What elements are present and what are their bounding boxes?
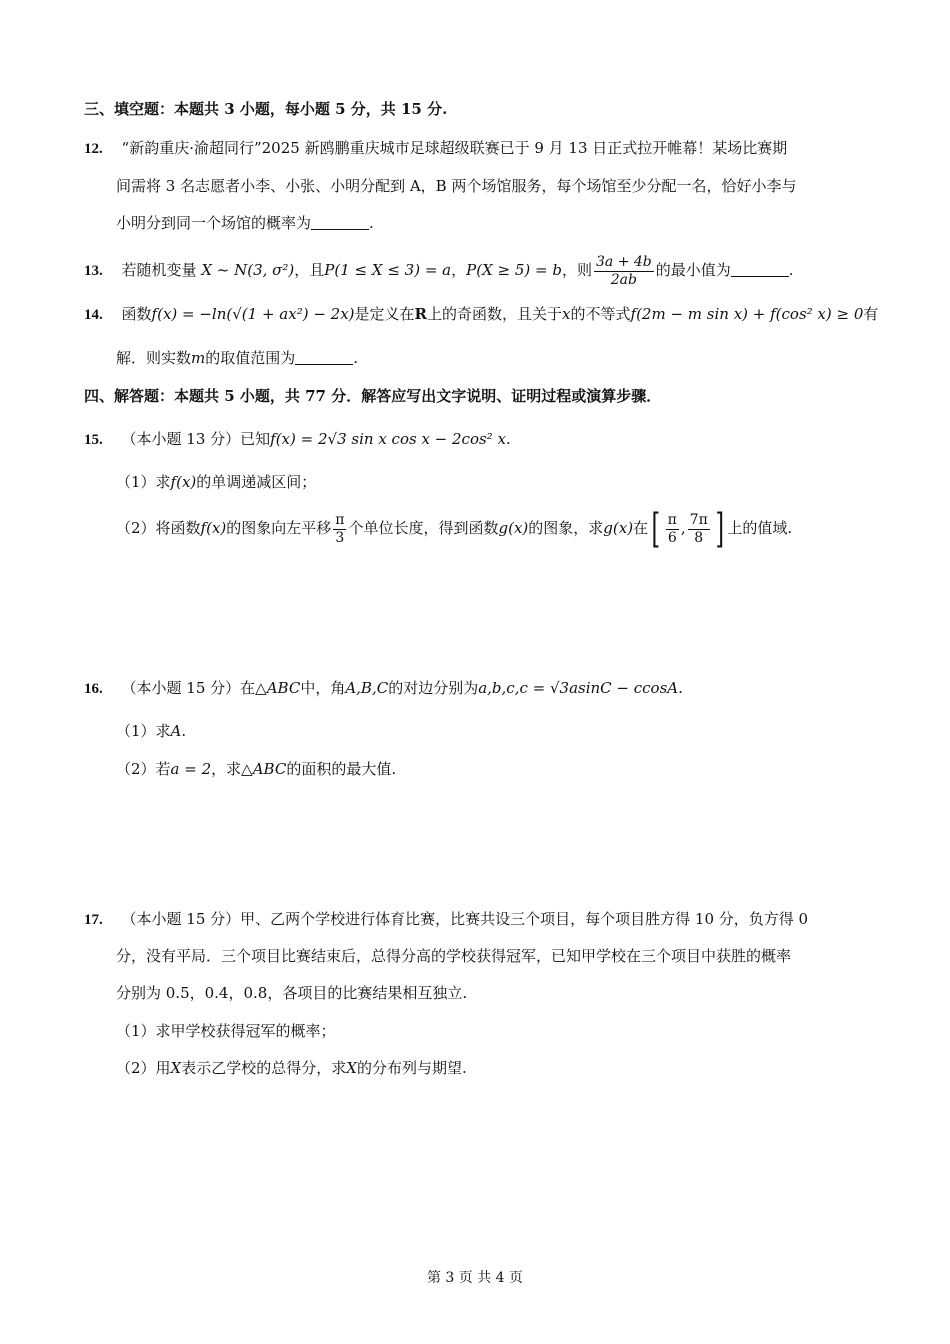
question-text: 表示乙学校的总得分，求 bbox=[181, 1059, 347, 1077]
math-variable: m bbox=[191, 349, 206, 367]
math-condition-b: P(X ≥ 5) = b bbox=[466, 261, 562, 279]
question-text: 若随机变量 bbox=[121, 261, 197, 279]
question-17-line-3: 分别为 0.5，0.4，0.8，各项目的比赛结果相互独立. bbox=[116, 984, 468, 1002]
question-text: 解．则实数 bbox=[116, 349, 192, 367]
math-fraction bbox=[333, 512, 346, 547]
question-text: 上的值域. bbox=[727, 519, 793, 537]
question-13 bbox=[84, 253, 794, 289]
question-text: （本小题 13 分）已知 bbox=[121, 430, 271, 448]
fraction-numerator: 7π bbox=[689, 511, 708, 528]
question-16-part-1 bbox=[116, 720, 186, 742]
question-text: （1）求 bbox=[116, 722, 171, 740]
math-function: g(x) bbox=[603, 519, 634, 537]
question-number: 14. bbox=[84, 307, 103, 323]
question-text: 小明分到同一个场馆的概率为 bbox=[116, 214, 312, 232]
punctuation: . bbox=[505, 430, 511, 448]
question-16 bbox=[84, 677, 683, 700]
question-15-part-2 bbox=[116, 506, 793, 552]
question-text: ， bbox=[451, 261, 467, 279]
fraction-numerator: 3a + 4b bbox=[596, 253, 652, 270]
question-17-line-1 bbox=[84, 908, 808, 931]
math-function: g(x) bbox=[498, 519, 529, 537]
fraction-denominator: 8 bbox=[694, 529, 704, 546]
question-12-line-2: 间需将 3 名志愿者小李、小张、小明分配到 A，B 两个场馆服务，每个场馆至少分配一名，恰好小李与 bbox=[116, 177, 797, 195]
question-text: 是定义在 bbox=[354, 305, 415, 323]
math-function: f(x) bbox=[200, 519, 227, 537]
fraction-denominator: 3 bbox=[335, 529, 345, 546]
math-variable: A bbox=[170, 722, 182, 740]
question-12-line-3 bbox=[116, 212, 374, 234]
math-fraction bbox=[688, 512, 710, 547]
math-variable: x bbox=[562, 305, 571, 323]
question-text: ，则 bbox=[561, 261, 592, 279]
fraction-numerator: π bbox=[335, 511, 345, 528]
left-bracket: [ bbox=[651, 506, 661, 552]
section-4-heading: 四、解答题：本题共 5 小题，共 77 分．解答应写出文字说明、证明过程或演算步骤． bbox=[84, 387, 662, 405]
question-text: 的面积的最大值. bbox=[286, 760, 397, 778]
math-fraction bbox=[666, 512, 679, 547]
question-text: 的单调递减区间； bbox=[196, 473, 317, 491]
right-bracket: ] bbox=[715, 506, 724, 552]
question-text: 的最小值为 bbox=[655, 261, 731, 279]
math-variable: X bbox=[170, 1059, 182, 1077]
fraction-denominator: 6 bbox=[667, 529, 677, 546]
math-set-r: R bbox=[414, 305, 428, 323]
question-text: 有 bbox=[863, 305, 879, 323]
question-text: 的不等式 bbox=[570, 305, 631, 323]
question-17-part-2 bbox=[116, 1057, 467, 1079]
question-16-part-2 bbox=[116, 758, 396, 780]
question-text: “新韵重庆·渝超同行”2025 新鸥鹏重庆城市足球超级联赛已于 9 月 13 日正式拉开帷幕！某场比赛期 bbox=[121, 139, 788, 157]
question-12-line-1 bbox=[84, 137, 787, 160]
punctuation: , bbox=[680, 519, 686, 537]
punctuation: . bbox=[353, 349, 359, 367]
math-condition: a = 2 bbox=[170, 760, 212, 778]
question-number: 17. bbox=[84, 912, 103, 928]
answer-blank[interactable] bbox=[311, 215, 369, 230]
question-text: 的图象，求 bbox=[528, 519, 604, 537]
question-14-line-1 bbox=[84, 303, 878, 326]
fraction-numerator: π bbox=[667, 511, 677, 528]
punctuation: . bbox=[788, 261, 794, 279]
question-text: 个单位长度，得到函数 bbox=[348, 519, 499, 537]
answer-blank[interactable] bbox=[295, 350, 353, 365]
math-variable: X bbox=[346, 1059, 357, 1077]
question-text: 在 bbox=[633, 519, 649, 537]
question-text: 的分布列与期望. bbox=[356, 1059, 467, 1077]
question-text: （1）求 bbox=[116, 473, 171, 491]
math-distribution: X ~ N(3, σ²) bbox=[201, 261, 295, 279]
question-text: 的图象向左平移 bbox=[226, 519, 332, 537]
math-triangle: △ABC bbox=[255, 679, 301, 697]
question-text: ，求 bbox=[211, 760, 242, 778]
question-number: 16. bbox=[84, 681, 103, 697]
question-15 bbox=[84, 428, 511, 451]
question-text: 的取值范围为 bbox=[205, 349, 296, 367]
question-text: （2）若 bbox=[116, 760, 171, 778]
math-fraction bbox=[594, 254, 654, 289]
punctuation: . bbox=[369, 214, 374, 232]
question-text: （本小题 15 分）在 bbox=[121, 679, 256, 697]
question-15-part-1 bbox=[116, 471, 316, 493]
answer-blank[interactable] bbox=[731, 262, 789, 277]
math-formula: f(x) = 2√3 sin x cos x − 2cos² x bbox=[270, 430, 506, 448]
question-text: （2）将函数 bbox=[116, 519, 201, 537]
punctuation: . bbox=[181, 722, 187, 740]
question-text: 中，角 bbox=[300, 679, 346, 697]
question-text: 上的奇函数，且关于 bbox=[427, 305, 563, 323]
question-text: ，且 bbox=[294, 261, 325, 279]
math-function: f(x) bbox=[170, 473, 197, 491]
math-formula: a,b,c,c = √3asinC − ccosA bbox=[478, 679, 679, 697]
question-14-line-2 bbox=[116, 347, 358, 369]
page-footer: 第 3 页 共 4 页 bbox=[426, 1270, 524, 1286]
question-text: 的对边分别为 bbox=[388, 679, 479, 697]
punctuation: . bbox=[678, 679, 683, 697]
question-number: 12. bbox=[84, 141, 103, 157]
question-text: 函数 bbox=[121, 305, 152, 323]
fraction-denominator: 2ab bbox=[610, 271, 637, 288]
question-17-line-2: 分，没有平局．三个项目比赛结束后，总得分高的学校获得冠军，已知甲学校在三个项目中获胜的概率 bbox=[116, 947, 792, 965]
question-number: 15. bbox=[84, 432, 103, 448]
math-angles: A,B,C bbox=[345, 679, 389, 697]
math-condition-a: P(1 ≤ X ≤ 3) = a bbox=[324, 261, 452, 279]
math-inequality: f(2m − m sin x) + f(cos² x) ≥ 0 bbox=[630, 305, 864, 323]
section-3-heading: 三、填空题：本题共 3 小题，每小题 5 分，共 15 分. bbox=[84, 100, 448, 118]
math-function: f(x) = −ln(√(1 + ax²) − 2x) bbox=[151, 305, 355, 323]
question-number: 13. bbox=[84, 263, 103, 279]
question-text: （2）用 bbox=[116, 1059, 171, 1077]
question-text: （本小题 15 分）甲、乙两个学校进行体育比赛，比赛共设三个项目，每个项目胜方得 10 分，负方得 0 bbox=[121, 910, 809, 928]
math-triangle: △ABC bbox=[241, 760, 287, 778]
question-17-part-1: （1）求甲学校获得冠军的概率； bbox=[116, 1022, 336, 1040]
